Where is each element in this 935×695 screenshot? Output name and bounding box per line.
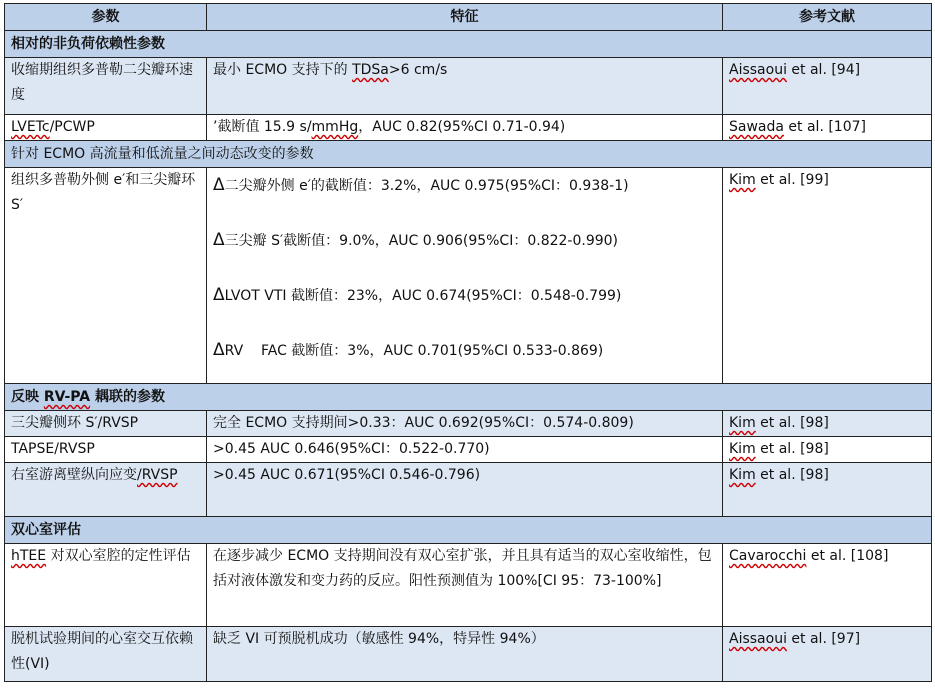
table-row (5, 627, 932, 682)
param-cell: hTEE 对双心室腔的定性评估 (5, 544, 207, 627)
header-row (5, 4, 932, 31)
ref-cell: Kim et al. [98] (723, 411, 932, 437)
feature-cell: 在逐步减少 ECMO 支持期间没有双心室扩张，并且具有适当的双心室收缩性，包括对液体激发和变力药的反应。阳性预测值为 100%[CI 95：73-100%] (207, 544, 723, 627)
feature-cell (207, 168, 723, 384)
delta-line: ΔLVOT VTI 截断值：23%，AUC 0.674(95%CI：0.548-0.799) (213, 285, 622, 305)
param-cell: 组织多普勒外侧 e′和三尖瓣环 S′ (5, 168, 207, 384)
reference-table (4, 3, 932, 682)
feature-cell: 缺乏 VI 可预脱机成功（敏感性 94%，特异性 94%） (207, 627, 723, 682)
param-cell: 右室游离壁纵向应变/RVSP (5, 463, 207, 517)
param-cell: 收缩期组织多普勒二尖瓣环速度 (5, 58, 207, 115)
section-row (5, 141, 932, 168)
feature-cell: ’截断值 15.9 s/mmHg，AUC 0.82(95%CI 0.71-0.94) (207, 115, 723, 141)
ref-cell: Cavarocchi et al. [108] (723, 544, 932, 627)
table-row (5, 411, 932, 437)
delta-line: Δ三尖瓣 S′截断值：9.0%，AUC 0.906(95%CI：0.822-0.990) (213, 230, 619, 250)
feature-cell: >0.45 AUC 0.671(95%CI 0.546-0.796) (207, 463, 723, 517)
table-row (5, 437, 932, 463)
header-param: 参数 (5, 4, 207, 31)
param-cell: LVETc/PCWP (5, 115, 207, 141)
header-ref: 参考文献 (723, 4, 932, 31)
section-title: 相对的非负荷依赖性参数 (5, 31, 932, 58)
delta-line: ΔRV FAC 截断值：3%，AUC 0.701(95%CI 0.533-0.869) (213, 340, 604, 360)
section-row (5, 31, 932, 58)
feature-cell: 完全 ECMO 支持期间>0.33：AUC 0.692(95%CI：0.574-0.809) (207, 411, 723, 437)
header-feature: 特征 (207, 4, 723, 31)
table-row (5, 115, 932, 141)
ref-cell: Sawada et al. [107] (723, 115, 932, 141)
section-title: 双心室评估 (5, 517, 932, 544)
section-row (5, 384, 932, 411)
ref-cell: Kim et al. [98] (723, 463, 932, 517)
section-title: 针对 ECMO 高流量和低流量之间动态改变的参数 (5, 141, 932, 168)
ref-cell: Kim et al. [99] (723, 168, 932, 384)
table-row (5, 168, 932, 384)
ref-cell: Aissaoui et al. [94] (723, 58, 932, 115)
table-row (5, 544, 932, 627)
section-title: 反映 RV-PA 耦联的参数 (5, 384, 932, 411)
ref-cell: Aissaoui et al. [97] (723, 627, 932, 682)
param-cell: 脱机试验期间的心室交互依赖性(VI) (5, 627, 207, 682)
param-cell: TAPSE/RVSP (5, 437, 207, 463)
feature-cell: 最小 ECMO 支持下的 TDSa>6 cm/s (207, 58, 723, 115)
feature-cell: >0.45 AUC 0.646(95%CI：0.522-0.770) (207, 437, 723, 463)
table-row (5, 58, 932, 115)
param-cell: 三尖瓣侧环 S′/RVSP (5, 411, 207, 437)
ref-cell: Kim et al. [98] (723, 437, 932, 463)
table-row (5, 463, 932, 517)
delta-line: Δ二尖瓣外侧 e′的截断值：3.2%，AUC 0.975(95%CI：0.938-1) (213, 175, 629, 195)
section-row (5, 517, 932, 544)
